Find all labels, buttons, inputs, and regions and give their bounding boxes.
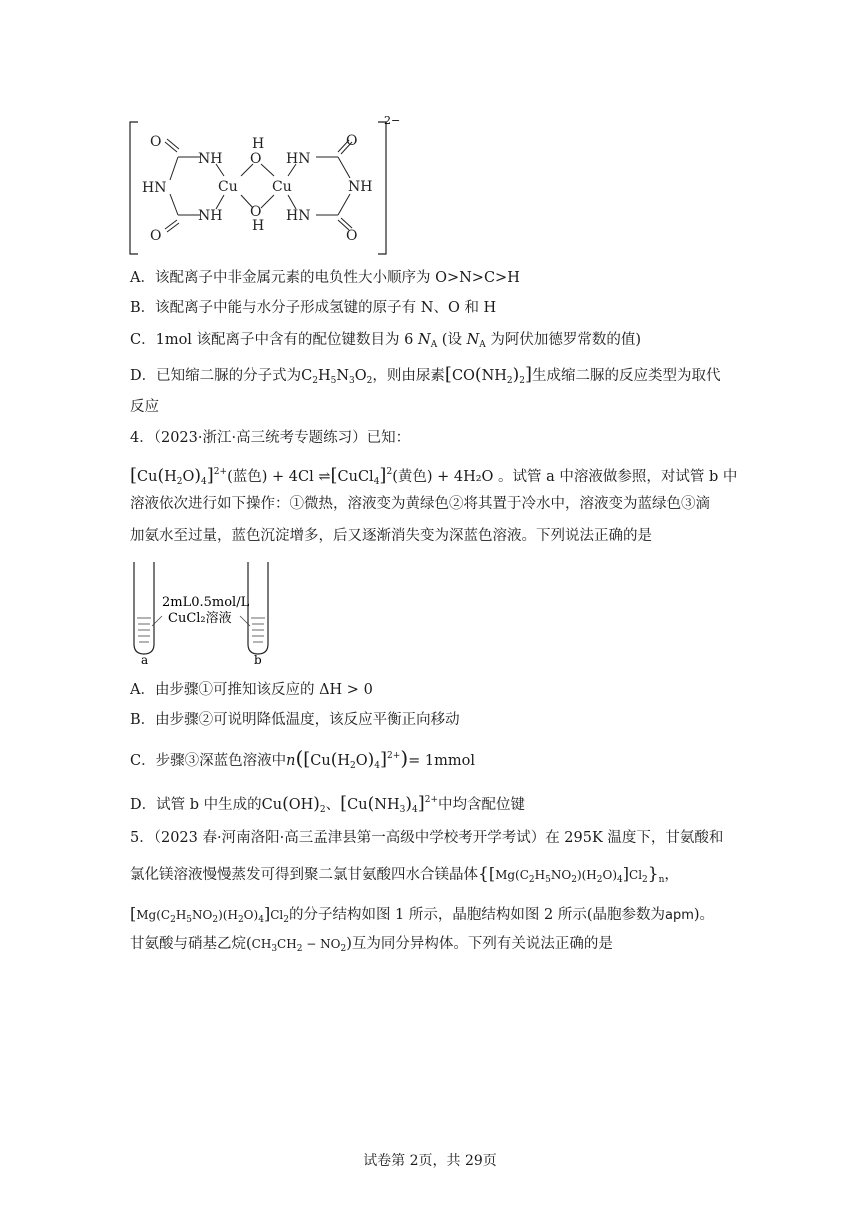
q3-option-c: C．1mol 该配离子中含有的配位键数目为 6 $N_A$ (设 $N_A$ 为阿伏加德罗常数的值)	[130, 332, 642, 350]
q4-option-b: B．由步骤②可说明降低温度，该反应平衡正向移动	[130, 712, 460, 728]
atom-hn-1: HN	[142, 180, 167, 196]
tube-a	[134, 562, 154, 654]
left-bracket	[130, 122, 138, 254]
atom-hn-3: HN	[286, 208, 311, 224]
q3-option-d-cont: 反应	[130, 399, 159, 415]
atom-o-4: O	[250, 204, 262, 220]
q4-option-c: C．步骤③深蓝色溶液中$n([Cu(H_2O)_4]^{2+})=$ 1mmol	[130, 746, 475, 771]
complex-ion-structure	[120, 112, 410, 262]
atom-o-5: O	[346, 133, 358, 149]
q5-line-1: 5．（2023 春·河南洛阳·高三孟津县第一高级中学校考开学考试）在 295K 温度下，甘氨酸和	[130, 830, 724, 846]
atom-nh-3: NH	[348, 179, 373, 195]
q5-line-3: $[Mg(C_2H_5NO_2)(H_2O)_4]Cl_2$的分子结构如图 1 所示，晶胞结构如图 2 所示(晶胞参数为apm)。	[130, 904, 715, 925]
atom-nh-2: NH	[198, 208, 223, 224]
tube-b	[248, 562, 268, 654]
atom-o-6: O	[346, 228, 358, 244]
test-tubes-figure	[128, 556, 278, 666]
atom-o-1: O	[150, 134, 162, 150]
tube-b-label: b	[254, 653, 262, 666]
q4-line-3: 加氨水至过量，蓝色沉淀增多，后又逐渐消失变为深蓝色溶液。下列说法正确的是	[130, 528, 652, 544]
atom-hn-2: HN	[286, 151, 311, 167]
tube-label-1: 2mL0.5mol/L	[162, 595, 250, 610]
atom-cu-2: Cu	[272, 179, 292, 195]
q3-option-b: B．该配离子中能与水分子形成氢键的原子有 N、O 和 H	[130, 300, 497, 316]
q4-option-a: A．由步骤①可推知该反应的 ΔH > 0	[130, 682, 373, 698]
q4-option-d: D．试管 b 中生成的$Cu(OH)_2$、$[Cu(NH_3)_4]^{2+}$中均含配位键	[130, 793, 526, 815]
tube-a-label: a	[141, 653, 149, 666]
right-bracket	[378, 122, 386, 254]
atom-o-3: O	[250, 151, 262, 167]
charge-label: 2−	[384, 114, 401, 127]
q5-line-2: 氯化镁溶液慢慢蒸发可得到聚二氯甘氨酸四水合镁晶体$\{[Mg(C_2H_5NO_2)(H_2O)_4]Cl_2\}_n$，	[130, 864, 679, 885]
q4-header: 4．（2023·浙江·高三统考专题练习）已知：	[130, 430, 411, 446]
q4-line-2: 溶液依次进行如下操作：①微热，溶液变为黄绿色②将其置于冷水中，溶液变为蓝绿色③滴	[130, 496, 710, 512]
atom-h-1: H	[252, 136, 265, 152]
q5-line-4: 甘氨酸与硝基乙烷$(CH_3CH_2 - NO_2)$互为同分异构体。下列有关说法正确的是	[130, 936, 613, 954]
page-footer: 试卷第 2页，共 29页	[363, 1153, 497, 1169]
q3-option-d: D．已知缩二脲的分子式为$C_2H_5N_3O_2$，则由尿素$[CO(NH_2)_2]$生成缩二脲的反应类型为取代	[130, 364, 721, 386]
atom-o-2: O	[150, 228, 162, 244]
atom-h-2: H	[252, 218, 265, 234]
tube-label-2: CuCl₂溶液	[168, 611, 232, 626]
q3-option-a: A．该配离子中非金属元素的电负性大小顺序为 O>N>C>H	[130, 270, 520, 286]
atom-cu-1: Cu	[218, 179, 238, 195]
atom-nh-1: NH	[198, 151, 223, 167]
q4-equation-line: $[Cu(H_2O)_4]^{2+}$(蓝色) + 4Cl ⇌[CuCl$_4$]$^2$(黄色) + 4H₂O 。试管 a 中溶液做参照，对试管 b 中	[130, 465, 738, 487]
